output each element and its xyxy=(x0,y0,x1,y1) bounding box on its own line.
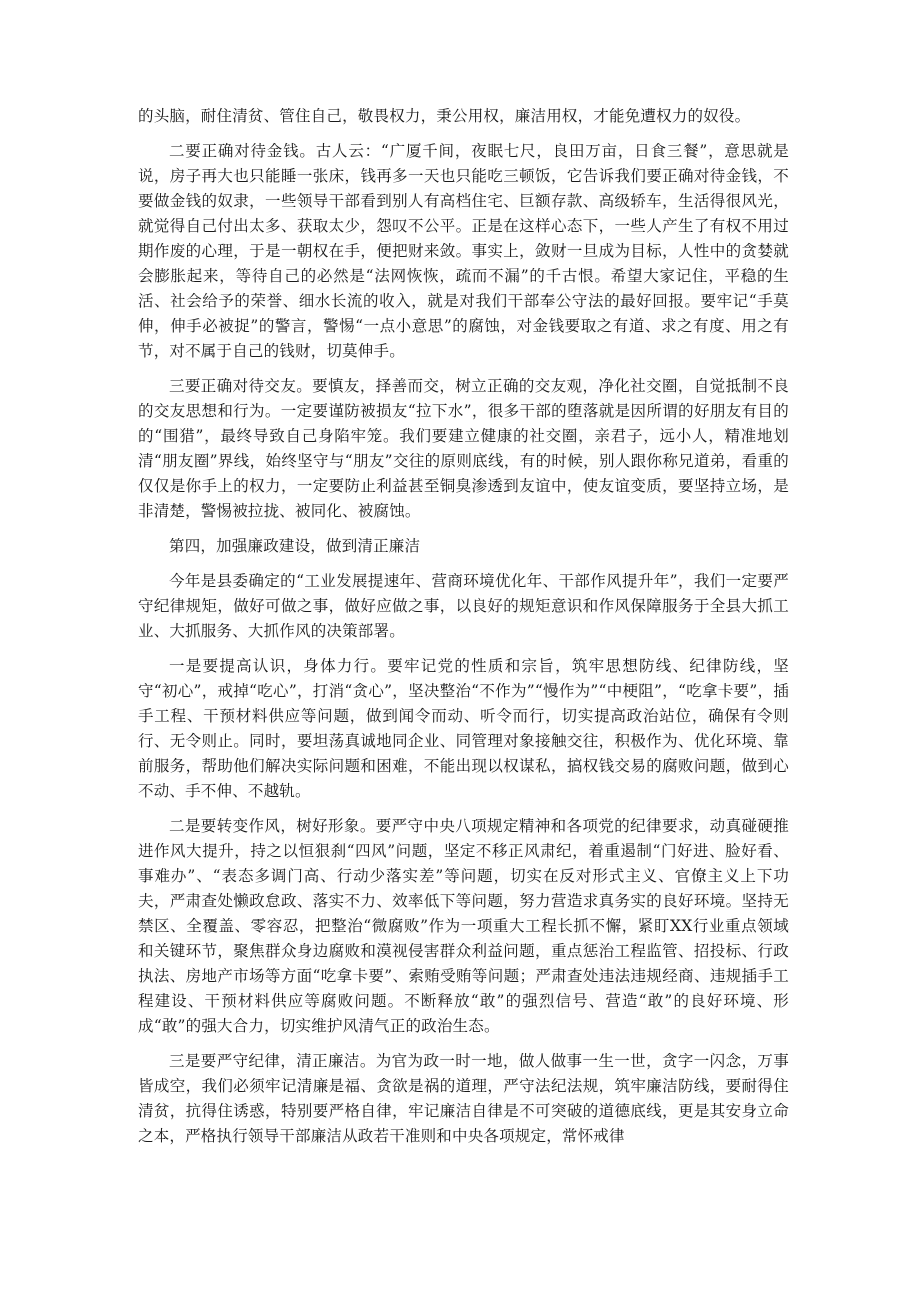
paragraph-continuation: 的头脑，耐住清贫、管住自己，敬畏权力，秉公用权，廉洁用权，才能免遭权力的奴役。 xyxy=(138,107,751,125)
paragraph-point-one: 一是要提高认识，身体力行。要牢记党的性质和宗旨，筑牢思想防线、纪律防线，坚守“初心”，戒掉“吃心”，打消“贪心”，坚决整治“不作为”“慢作为”“中梗阻”，“吃拿卡要”，插手工程、干预材料供应等问题，做到闻令而动、听令而行，切实提高政治站位，确保有令则行、无令则止。同时，要坦荡真诚地同企业、同管理对象接触交往，积极作为、优化环境、靠前服务，帮助他们解决实际问题和困难，不能出现以权谋私，搞权钱交易的腐败问题，做到心不动、手不伸、不越轨。 xyxy=(138,657,789,800)
paragraph-county-year: 今年是县委确定的“工业发展提速年、营商环境优化年、干部作风提升年”，我们一定要严守纪律规矩，做好可做之事，做好应做之事，以良好的规矩意识和作风保障服务于全县大抓工业、大抓服务、大抓作风的决策部署。 xyxy=(138,572,789,640)
section-heading-four: 第四，加强廉政建设，做到清正廉洁 xyxy=(169,537,421,555)
paragraph-point-three: 三是要严守纪律，清正廉洁。为官为政一时一地，做人做事一生一世，贪字一闪念，万事皆成空，我们必须牢记清廉是福、贪欲是祸的道理，严守法纪法规，筑牢廉洁防线，要耐得住清贫，抗得住诱惑，特别要严格自律，牢记廉洁自律是不可突破的道德底线，更是其安身立命之本，严格执行领导干部廉洁从政若干准则和中央各项规定，常怀戒律 xyxy=(138,1052,789,1145)
paragraph-money: 二要正确对待金钱。古人云：“广厦千间，夜眠七尺，良田万亩，日食三餐”，意思就是说，房子再大也只能睡一张床，钱再多一天也只能吃三顿饭，它告诉我们要正确对待金钱，不要做金钱的奴隶，一些领导干部看到别人有高档住宅、巨额存款、高级轿车，生活得很风光，就觉得自己付出太多、获取太少，怨叹不公平。正是在这样心态下，一些人产生了有权不用过期作废的心理，于是一朝权在手，便把财来敛。事实上，敛财一旦成为目标，人性中的贪婪就会膨胀起来，等待自己的必然是“法网恢恢，疏而不漏”的千古恨。希望大家记住，平稳的生活、社会给予的荣誉、细水长流的收入，就是对我们干部奉公守法的最好回报。要牢记“手莫伸，伸手必被捉”的警言，警惕“一点小意思”的腐蚀，对金钱要取之有道、求之有度、用之有节，对不属于自己的钱财，切莫伸手。 xyxy=(138,142,789,360)
paragraph-friendship: 三要正确对待交友。要慎友，择善而交，树立正确的交友观，净化社交圈，自觉抵制不良的交友思想和行为。一定要谨防被损友“拉下水”，很多干部的堕落就是因所谓的好朋友有目的的“围猎”，最终导致自己身陷牢笼。我们要建立健康的社交圈，亲君子，远小人，精准地划清“朋友圈”界线，始终坚守与“朋友”交往的原则底线，有的时候，别人跟你称兄道弟，看重的仅仅是你手上的权力，一定要防止利益甚至铜臭渗透到友谊中，使友谊变质，要坚持立场，是非清楚，警惕被拉拢、被同化、被腐蚀。 xyxy=(138,377,789,520)
paragraph-point-two: 二是要转变作风，树好形象。要严守中央八项规定精神和各项党的纪律要求，动真碰硬推进作风大提升，持之以恒狠刹“四风”问题，坚定不移正风肃纪，着重遏制“门好进、脸好看、事难办”、“表态多调门高、行动少落实差”等问题，切实在反对形式主义、官僚主义上下功夫，严肃查处懒政怠政、落实不力、效率低下等问题，努力营造求真务实的良好环境。坚持无禁区、全覆盖、零容忍，把整治“微腐败”作为一项重大工程长抓不懈，紧盯XX行业重点领域和关键环节，聚焦群众身边腐败和漠视侵害群众利益问题，重点惩治工程监管、招投标、行政执法、房地产市场等方面“吃拿卡要”、索贿受贿等问题；严肃查处违法违规经商、违规插手工程建设、干预材料供应等腐败问题。不断释放“敢”的强烈信号、营造“敢”的良好环境、形成“敢”的强大合力，切实维护风清气正的政治生态。 xyxy=(138,817,789,1035)
